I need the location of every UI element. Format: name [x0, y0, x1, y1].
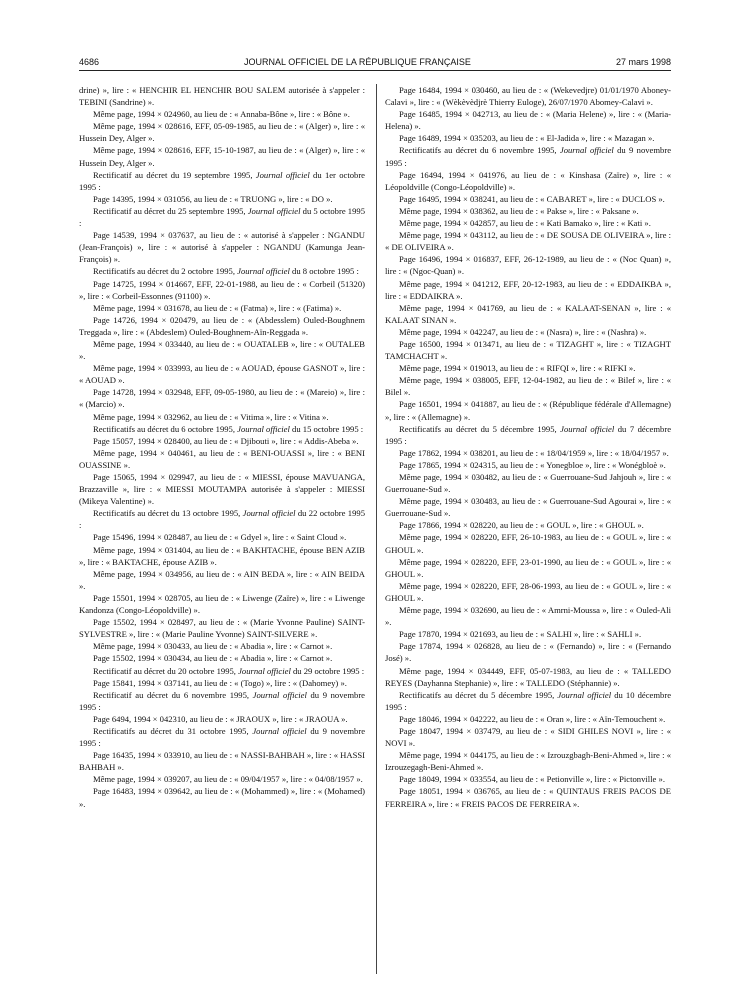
heading-text: Rectificatifs au décret du 5 décembre 1995,: [399, 689, 558, 700]
heading-date: du 9 novembre 1995 :: [385, 145, 671, 168]
page-number: 4686: [79, 57, 100, 67]
correction-entry: Page 15496, 1994 × 028487, au lieu de : « Gdyel », lire : « Saint Cloud ».: [93, 532, 347, 543]
correction-entry: drine) », lire : « HENCHIR EL HENCHIR BOU SALEM autorisée à s'appeler : TEBINI (Sandrine) ».: [79, 85, 365, 108]
correction-entry: Page 15501, 1994 × 028705, au lieu de : « Liwenge (Zaïre) », lire : « Liwenge Kandonza (Congo-Léopoldville) ».: [79, 592, 365, 616]
rectificatif-heading: [385, 423, 671, 447]
correction-entry: Page 16501, 1994 × 041887, au lieu de : « (République fédérale d'Allemagne) », lire : « (Allemagne) ».: [385, 399, 671, 422]
correction-entry: Page 17865, 1994 × 024315, au lieu de : « Yonegbloe », lire : « Wonégbloè ».: [399, 459, 666, 470]
heading-text: Rectificatif au décret du 20 octobre 1995,: [93, 665, 239, 676]
heading-date: du 9 novembre 1995 :: [79, 689, 365, 712]
heading-date: du 8 octobre 1995 :: [289, 266, 359, 277]
correction-entry: Même page, 1994 × 042247, au lieu de : « (Nasra) », lire : « (Nashra) ».: [399, 326, 647, 337]
heading-date: du 22 octobre 1995 :: [79, 508, 365, 531]
correction-entry: Même page, 1994 × 031678, au lieu de : « (Fatma) », lire : « (Fatima) ».: [93, 302, 342, 313]
correction-entry: Page 16485, 1994 × 042713, au lieu de : « (Maria Helene) », lire : « (Maria-Helena) ».: [385, 109, 671, 132]
rectificatif-heading: [79, 205, 365, 229]
journal-officiel-ref: Journal officiel: [252, 725, 307, 736]
correction-entry: Page 15057, 1994 × 028400, au lieu de : « Djibouti », lire : « Addis-Abeba ».: [93, 435, 359, 446]
page-header: [79, 55, 671, 69]
correction-entry: Page 14395, 1994 × 031056, au lieu de : « TRUONG », lire : « DO ».: [93, 193, 333, 204]
heading-text: Rectificatif au décret du 6 novembre 1995,: [93, 689, 253, 700]
correction-entry: Page 18049, 1994 × 033554, au lieu de : « Petionville », lire : « Pictonville ».: [399, 774, 665, 785]
rectificatif-heading: [385, 144, 671, 168]
rectificatif-heading: [79, 689, 365, 713]
correction-entry: Même page, 1994 × 032690, au lieu de : « Amrni-Moussa », lire : « Ouled-Ali ».: [385, 605, 671, 628]
correction-entry: Page 14539, 1994 × 037637, au lieu de : « autorisé à s'appeler : NGANDU (Jean-François) », lire : « autorisé à s'appeler : NGANDU (Kamunga Jean-François) ».: [79, 230, 365, 265]
journal-officiel-ref: Journal officiel: [557, 689, 612, 700]
correction-entry: Même page, 1994 × 030483, au lieu de : « Guerrouane-Sud Agourai », lire : « Guerrouane-Sud ».: [385, 496, 671, 519]
correction-entry: Même page, 1994 × 039207, au lieu de : « 09/04/1957 », lire : « 04/08/1957 ».: [93, 774, 363, 785]
correction-entry: Page 16496, 1994 × 016837, EFF, 26-12-1989, au lieu de : « (Noc Quan) », lire : « (Ngoc-Quan) ».: [385, 254, 671, 277]
correction-entry: Page 16483, 1994 × 039642, au lieu de : « (Mohammed) », lire : « (Mohamed) ».: [79, 786, 365, 809]
correction-entry: Page 15065, 1994 × 029947, au lieu de : « MIESSI, épouse MAVUANGA, Brazzaville », lire : « MIESSI MOUTAMPA autorisée à s'appeler : MIESSI (Mikeya Valentine) ».: [79, 472, 365, 507]
heading-date: du 9 novembre 1995 :: [79, 725, 365, 749]
journal-officiel-ref: Journal officiel: [252, 689, 307, 700]
correction-entry: Page 17866, 1994 × 028220, au lieu de : « GOUL », lire : « GHOUL ».: [399, 520, 644, 531]
correction-entry: Même page, 1994 × 028220, EFF, 23-01-1990, au lieu de : « GOUL », lire : « GHOUL ».: [385, 556, 671, 579]
correction-entry: Même page, 1994 × 044175, au lieu de : « Izrouzgbagh-Beni-Ahmed », lire : « Izrouzegagh-Beni-Ahmed ».: [385, 750, 671, 773]
correction-entry: Page 15841, 1994 × 037141, au lieu de : « (Togo) », lire : « (Dahomey) ».: [93, 677, 347, 688]
heading-text: Rectificatifs au décret du 6 octobre 1995,: [93, 423, 238, 434]
correction-entry: Même page, 1994 × 034956, au lieu de : « AIN BEDA », lire : « AIN BEIDA ».: [79, 568, 365, 591]
correction-entry: Même page, 1994 × 019013, au lieu de : « RIFQI », lire : « RIFKI ».: [399, 363, 636, 374]
correction-entry: Même page, 1994 × 028616, EFF, 15-10-1987, au lieu de : « (Alger) », lire : « Hussein Dey, Alger ».: [79, 145, 365, 168]
correction-entry: Page 6494, 1994 × 042310, au lieu de : « JRAOUX », lire : « JRAOUA ».: [93, 713, 348, 724]
correction-entry: Même page, 1994 × 033993, au lieu de : « AOUAD, épouse GASNOT », lire : « AOUAD ».: [79, 363, 365, 386]
correction-entry: Même page, 1994 × 040461, au lieu de : « BENI-OUASSI », lire : « BENI OUASSINE ».: [79, 447, 365, 470]
correction-entry: Page 14728, 1994 × 032948, EFF, 09-05-1980, au lieu de : « (Mareio) », lire : « (Marcio) ».: [79, 387, 365, 410]
column-separator: [376, 84, 377, 974]
correction-entry: Page 18051, 1994 × 036765, au lieu de : « QUINTAUS FREIS PACOS DE FERREIRA », lire : « FREIS PACOS DE FERREIRA ».: [385, 786, 671, 809]
rectificatif-heading: [385, 689, 671, 713]
journal-officiel-ref: Journal officiel: [560, 423, 615, 434]
correction-entry: Page 14725, 1994 × 014667, EFF, 22-01-1988, au lieu de : « Corbeil (51320) », lire : « Corbeil-Essonnes (91100) ».: [79, 278, 365, 301]
correction-entry: Même page, 1994 × 041769, au lieu de : « KALAAT-SENAN », lire : « KALAAT SINAN ».: [385, 302, 671, 325]
heading-date: du 10 décembre 1995 :: [385, 689, 671, 712]
heading-text: Rectificatifs au décret du 5 décembre 1995,: [399, 423, 561, 434]
right-column: [385, 84, 671, 974]
heading-date: du 1er octobre 1995 :: [79, 169, 365, 192]
correction-entry: Même page, 1994 × 032962, au lieu de : « Vitima », lire : « Vitina ».: [93, 411, 329, 422]
heading-text: Rectificatif au décret du 19 septembre 1995,: [93, 169, 256, 180]
correction-entry: Même page, 1994 × 038005, EFF, 12-04-1982, au lieu de : « Bilef », lire : « Bilel ».: [385, 375, 671, 398]
rectificatif-heading: [79, 725, 365, 749]
correction-entry: Même page, 1994 × 041212, EFF, 20-12-1983, au lieu de : « EDDAIKBA », lire : « EDDAIKRA ».: [385, 278, 671, 301]
rectificatif-heading: [79, 665, 365, 677]
correction-entry: Même page, 1994 × 031404, au lieu de : « BAKHTACHE, épouse BEN AZIB », lire : « BAKTACHE, épouse AZIB ».: [79, 544, 365, 567]
journal-officiel-ref: Journal officiel: [559, 145, 614, 156]
correction-entry: Page 17874, 1994 × 026828, au lieu de : « (Fernando) », lire : « (Fernando José) ».: [385, 641, 671, 664]
correction-entry: Page 17862, 1994 × 038201, au lieu de : « 18/04/1959 », lire : « 18/04/1957 ».: [399, 447, 669, 458]
correction-entry: Page 16500, 1994 × 013471, au lieu de : « TIZAGHT », lire : « TIZAGHT TAMCHACHT ».: [385, 338, 671, 362]
heading-text: Rectificatifs au décret du 31 octobre 1995,: [93, 725, 253, 736]
correction-entry: Page 18046, 1994 × 042222, au lieu de : « Oran », lire : « Aïn-Temouchent ».: [399, 713, 666, 724]
correction-entry: Page 16484, 1994 × 030460, au lieu de : « (Wekevedjre) 01/01/1970 Aboney-Calavi », lire : « (Wèkèvèdjrè Thierry Euloge), 26/07/1970 Abomey-Calavi ».: [385, 85, 671, 108]
correction-entry: Page 16489, 1994 × 035203, au lieu de : « El-Jadida », lire : « Mazagan ».: [399, 133, 655, 144]
correction-entry: Page 17870, 1994 × 021693, au lieu de : « SALHI », lire : « SAHLI ».: [399, 629, 642, 640]
heading-text: Rectificatifs au décret du 2 octobre 1995,: [93, 266, 238, 277]
journal-officiel-ref: Journal officiel: [247, 205, 301, 216]
journal-officiel-ref: Journal officiel: [242, 508, 296, 519]
correction-entry: Même page, 1994 × 042857, au lieu de : « Kati Bamako », lire : « Kati ».: [399, 218, 651, 229]
correction-entry: Page 16435, 1994 × 033910, au lieu de : « NASSI-BAHBAH », lire : « HASSI BAHBAH ».: [79, 750, 365, 773]
correction-entry: Même page, 1994 × 043112, au lieu de : « DE SOUSA DE OLIVEIRA », lire : « DE OLIVEIRA ».: [385, 230, 671, 253]
rectificatif-heading: [79, 423, 365, 435]
correction-entry: Même page, 1994 × 028220, EFF, 26-10-1983, au lieu de : « GOUL », lire : « GHOUL ».: [385, 532, 671, 555]
correction-entry: Page 16495, 1994 × 038241, au lieu de : « CABARET », lire : « DUCLOS ».: [399, 193, 665, 204]
journal-officiel-ref: Journal officiel: [255, 169, 310, 180]
correction-entry: Même page, 1994 × 033440, au lieu de : « OUATALEB », lire : « OUTALEB ».: [79, 338, 365, 362]
left-column: [79, 84, 365, 974]
rectificatif-heading: [79, 169, 365, 193]
correction-entry: Page 16494, 1994 × 041976, au lieu de : « Kinshasa (Zaïre) », lire : « Léopoldville (Congo-Léopoldville) ».: [385, 169, 671, 192]
correction-entry: Même page, 1994 × 024960, au lieu de : « Annaba-Bône », lire : « Bône ».: [93, 109, 350, 120]
heading-date: du 29 octobre 1995 :: [290, 665, 365, 676]
journal-title: JOURNAL OFFICIEL DE LA RÉPUBLIQUE FRANÇAISE: [244, 57, 471, 67]
heading-date: du 7 décembre 1995 :: [385, 423, 671, 446]
correction-entry: Même page, 1994 × 030433, au lieu de : « Abadia », lire : « Carnot ».: [93, 641, 333, 652]
journal-officiel-ref: Journal officiel: [237, 423, 290, 434]
correction-entry: Page 15502, 1994 × 030434, au lieu de : « Abadia », lire : « Carnot ».: [93, 653, 333, 664]
journal-officiel-ref: Journal officiel: [238, 665, 291, 676]
correction-entry: Même page, 1994 × 028220, EFF, 28-06-1993, au lieu de : « GOUL », lire : « GHOUL ».: [385, 580, 671, 603]
correction-entry: Même page, 1994 × 030482, au lieu de : « Guerrouane-Sud Jahjouh », lire : « Guerrouane-Sud ».: [385, 472, 671, 495]
rectificatif-heading: [79, 265, 365, 277]
heading-text: Rectificatifs au décret du 6 novembre 1995,: [399, 145, 560, 156]
correction-entry: Même page, 1994 × 028616, EFF, 05-09-1985, au lieu de : « (Alger) », lire : « Hussein Dey, Alger ».: [79, 121, 365, 144]
rectificatif-heading: [79, 507, 365, 531]
correction-entry: Même page, 1994 × 038362, au lieu de : « Pakse », lire : « Paksane ».: [399, 205, 639, 216]
correction-entry: Page 14726, 1994 × 020479, au lieu de : « (Abdesslem) Ouled-Boughnem Treggada », lire : « (Abdeslem) Ouled-Boughnem-Aïn-Reggada ».: [79, 314, 365, 337]
heading-text: Rectificatif au décret du 25 septembre 1995,: [93, 205, 248, 216]
correction-entry: Même page, 1994 × 034449, EFF, 05-07-1983, au lieu de : « TALLEDO REYES (Dayhanna Stephanie) », lire : « TALLEDO (Stéphannie) ».: [385, 665, 671, 688]
heading-date: du 15 octobre 1995 :: [289, 423, 364, 434]
correction-entry: Page 18047, 1994 × 037479, au lieu de : « SIDI GHILES NOVI », lire : « NOVI ».: [385, 725, 671, 749]
heading-text: Rectificatifs au décret du 13 octobre 1995,: [93, 508, 243, 519]
header-rule: [79, 70, 671, 71]
heading-date: du 5 octobre 1995 :: [79, 205, 365, 229]
correction-entry: Page 15502, 1994 × 028497, au lieu de : « (Marie Yvonne Pauline) SAINT-SYLVESTRE », lire : « (Marie Pauline Yvonne) SAINT-SILVERE ».: [79, 617, 365, 640]
issue-date: 27 mars 1998: [615, 57, 671, 67]
journal-officiel-ref: Journal officiel: [237, 266, 290, 277]
